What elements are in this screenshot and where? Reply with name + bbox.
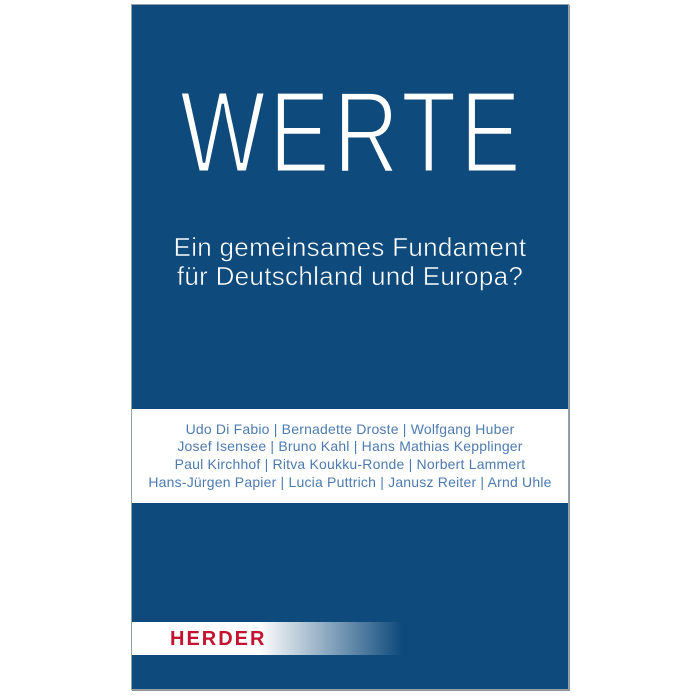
publisher-band bbox=[132, 622, 568, 655]
authors-band bbox=[132, 409, 568, 503]
publisher-logo: HERDER bbox=[170, 627, 267, 650]
book-subtitle bbox=[132, 233, 568, 291]
author-line-3: Paul Kirchhof | Ritva Koukku-Ronde | Norbert Lammert bbox=[174, 456, 526, 472]
book-cover bbox=[131, 4, 569, 690]
author-line-4: Hans-Jürgen Papier | Lucia Puttrich | Janusz Reiter | Arnd Uhle bbox=[148, 473, 552, 490]
subtitle-line-2: für Deutschland und Europa? bbox=[176, 261, 524, 291]
author-line-2: Josef Isensee | Bruno Kahl | Hans Mathias Kepplinger bbox=[177, 438, 523, 455]
book-title: WERTE bbox=[179, 67, 525, 197]
subtitle-line-1: Ein gemeinsames Fundament bbox=[173, 232, 527, 262]
author-line-1: Udo Di Fabio | Bernadette Droste | Wolfgang Huber bbox=[185, 420, 515, 437]
